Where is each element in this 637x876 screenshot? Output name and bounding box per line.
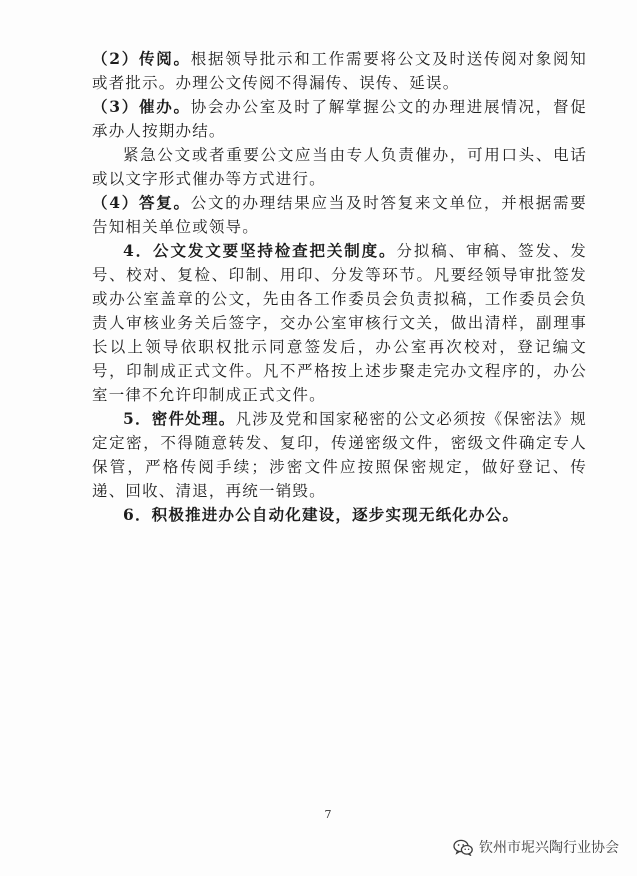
text-classified: 凡涉及党和国家秘密的公文必须按《保密法》规定定密，不得随意转发、复印，传递密级文件，密级文件确定专人保管，严格传阅手续；涉密文件应按照保密规定，做好登记、传递、回收、清退，再统一销毁。 bbox=[92, 410, 588, 500]
text-dispatch-check: 分拟稿、审稿、签发、发号、校对、复检、印制、用印、分发等环节。凡要经领导审批签发或办公室盖章的公文，先由各工作委员会负责拟稿，工作委员会负责人审核业务关后签字，交办公室审核行文关，做出清样，副理事长以上领导依职权批示同意签发后，办公室再次校对，登记编文号，印制成正式文件。凡不严格按上述步聚走完办文程序的，办公室一律不允许印制成正式文件。 bbox=[92, 242, 587, 404]
heading-classified: 5．密件处理。 bbox=[123, 409, 236, 428]
paragraph-urging bbox=[92, 95, 587, 143]
paragraph-dispatch-check bbox=[92, 239, 587, 407]
wechat-icon bbox=[453, 839, 473, 856]
page-number: 7 bbox=[324, 808, 332, 821]
paragraph-automation bbox=[92, 503, 587, 527]
document-body bbox=[92, 47, 587, 527]
heading-circulation: （2）传阅。 bbox=[92, 49, 191, 68]
watermark bbox=[453, 835, 619, 859]
paragraph-reply bbox=[92, 191, 587, 239]
paragraph-classified bbox=[92, 407, 587, 503]
heading-urging: （3）催办。 bbox=[92, 97, 191, 116]
text-circulation: 根据领导批示和工作需要将公文及时送传阅对象阅知或者批示。办理公文传阅不得漏传、误传、延误。 bbox=[92, 50, 587, 92]
heading-reply: （4）答复。 bbox=[92, 193, 191, 212]
text-urging: 协会办公室及时了解掌握公文的办理进展情况，督促承办人按期办结。 bbox=[92, 98, 587, 140]
watermark-text: 钦州市坭兴陶行业协会 bbox=[479, 840, 619, 856]
heading-dispatch-check: 4．公文发文要坚持检查把关制度。 bbox=[123, 241, 397, 260]
paragraph-circulation bbox=[92, 47, 587, 95]
heading-automation: 6．积极推进办公自动化建设，逐步实现无纸化办公。 bbox=[123, 505, 520, 524]
paragraph-urgent-docs bbox=[92, 143, 587, 191]
text-urgent-docs: 紧急公文或者重要公文应当由专人负责催办，可用口头、电话或以文字形式催办等方式进行。 bbox=[92, 146, 587, 188]
text-reply: 公文的办理结果应当及时答复来文单位，并根据需要告知相关单位或领导。 bbox=[92, 194, 587, 236]
